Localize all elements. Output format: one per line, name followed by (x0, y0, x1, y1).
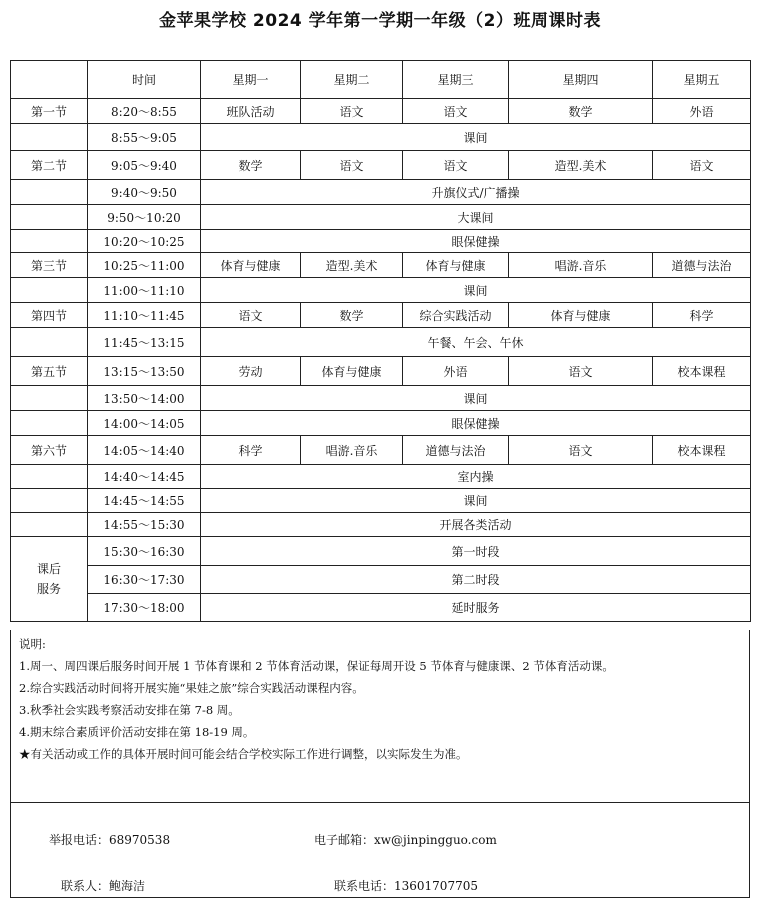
activity-cell: 眼保健操 (201, 411, 751, 436)
time-cell: 13:50～14:00 (88, 386, 201, 411)
header-day: 星期四 (509, 61, 653, 99)
time-cell: 9:50～10:20 (88, 205, 201, 230)
period-cell: 第六节 (11, 436, 88, 465)
class-cell: 唱游.音乐 (301, 436, 403, 465)
activity-cell: 第二时段 (201, 566, 751, 594)
table-row (11, 386, 751, 411)
table-row (11, 465, 751, 489)
time-cell: 14:05～14:40 (88, 436, 201, 465)
activity-cell: 延时服务 (201, 594, 751, 622)
note-line: ★有关活动或工作的具体开展时间可能会结合学校实际工作进行调整，以实际发生为准。 (19, 747, 468, 761)
header-corner (11, 61, 88, 99)
header-day: 星期三 (403, 61, 509, 99)
table-row (11, 180, 751, 205)
time-cell: 16:30～17:30 (88, 566, 201, 594)
class-cell: 语文 (403, 99, 509, 124)
note-line: 1.周一、周四课后服务时间开展 1 节体育课和 2 节体育活动课，保证每周开设 5 节体育与健康课、2 节体育活动课。 (19, 659, 614, 673)
class-cell: 体育与健康 (509, 303, 653, 328)
report-phone: 举报电话：68970538 (49, 833, 171, 847)
header-day: 星期五 (653, 61, 751, 99)
time-cell: 8:55～9:05 (88, 124, 201, 151)
table-row (11, 513, 751, 537)
timetable (10, 60, 751, 622)
time-cell: 11:10～11:45 (88, 303, 201, 328)
header-day: 星期一 (201, 61, 301, 99)
period-cell (11, 180, 88, 205)
class-cell: 语文 (653, 151, 751, 180)
class-cell: 语文 (301, 151, 403, 180)
contact-phone: 联系电话：13601707705 (334, 879, 478, 893)
class-cell: 唱游.音乐 (509, 253, 653, 278)
table-row (11, 436, 751, 465)
email: 电子邮箱：xw@jinpingguo.com (314, 833, 497, 847)
after-school-label-line2: 服务 (36, 582, 61, 596)
period-cell (11, 230, 88, 253)
class-cell: 体育与健康 (403, 253, 509, 278)
table-row (11, 328, 751, 357)
class-cell: 班队活动 (201, 99, 301, 124)
note-line: 4.期末综合素质评价活动安排在第 18-19 周。 (19, 725, 255, 739)
page-title: 金苹果学校 2024 学年第一学期一年级（2）班周课时表 (159, 11, 601, 31)
time-cell: 13:15～13:50 (88, 357, 201, 386)
class-cell: 造型.美术 (301, 253, 403, 278)
activity-cell: 午餐、午会、午休 (201, 328, 751, 357)
class-cell: 体育与健康 (201, 253, 301, 278)
table-row (11, 357, 751, 386)
period-cell (11, 513, 88, 537)
table-row (11, 230, 751, 253)
class-cell: 道德与法治 (403, 436, 509, 465)
period-cell (11, 411, 88, 436)
period-cell (11, 465, 88, 489)
class-cell: 外语 (403, 357, 509, 386)
class-cell: 科学 (201, 436, 301, 465)
period-cell: 第三节 (11, 253, 88, 278)
period-cell: 第五节 (11, 357, 88, 386)
note-line: 2.综合实践活动时间将开展实施“果娃之旅”综合实践活动课程内容。 (19, 681, 364, 695)
time-cell: 11:00～11:10 (88, 278, 201, 303)
header-day: 星期二 (301, 61, 403, 99)
period-cell: 第四节 (11, 303, 88, 328)
time-cell: 10:20～10:25 (88, 230, 201, 253)
period-cell (11, 328, 88, 357)
class-cell: 校本课程 (653, 436, 751, 465)
class-cell: 数学 (509, 99, 653, 124)
contact-footer (10, 802, 750, 898)
activity-cell: 第一时段 (201, 537, 751, 566)
table-row (11, 99, 751, 124)
class-cell: 道德与法治 (653, 253, 751, 278)
class-cell: 造型.美术 (509, 151, 653, 180)
contact-person: 联系人：鲍海洁 (61, 879, 146, 893)
time-cell: 14:45～14:55 (88, 489, 201, 513)
period-cell: 第一节 (11, 99, 88, 124)
period-cell (11, 489, 88, 513)
after-school-label (11, 537, 88, 622)
table-row (11, 566, 751, 594)
table-row (11, 124, 751, 151)
after-school-label-line1: 课后 (36, 562, 61, 576)
activity-cell: 课间 (201, 386, 751, 411)
period-cell (11, 205, 88, 230)
notes-section (10, 630, 750, 803)
activity-cell: 开展各类活动 (201, 513, 751, 537)
activity-cell: 升旗仪式/广播操 (201, 180, 751, 205)
activity-cell: 眼保健操 (201, 230, 751, 253)
class-cell: 语文 (509, 357, 653, 386)
time-cell: 9:40～9:50 (88, 180, 201, 205)
class-cell: 语文 (509, 436, 653, 465)
class-cell: 数学 (301, 303, 403, 328)
time-cell: 8:20～8:55 (88, 99, 201, 124)
period-cell (11, 386, 88, 411)
time-cell: 9:05～9:40 (88, 151, 201, 180)
activity-cell: 大课间 (201, 205, 751, 230)
header-row (11, 61, 751, 99)
class-cell: 数学 (201, 151, 301, 180)
class-cell: 综合实践活动 (403, 303, 509, 328)
class-cell: 校本课程 (653, 357, 751, 386)
activity-cell: 课间 (201, 124, 751, 151)
note-line: 3.秋季社会实践考察活动安排在第 7-8 周。 (19, 703, 240, 717)
table-row (11, 537, 751, 566)
time-cell: 14:00～14:05 (88, 411, 201, 436)
table-row (11, 411, 751, 436)
time-cell: 15:30～16:30 (88, 537, 201, 566)
activity-cell: 室内操 (201, 465, 751, 489)
class-cell: 体育与健康 (301, 357, 403, 386)
class-cell: 劳动 (201, 357, 301, 386)
period-cell (11, 124, 88, 151)
activity-cell: 课间 (201, 278, 751, 303)
class-cell: 科学 (653, 303, 751, 328)
class-cell: 外语 (653, 99, 751, 124)
time-cell: 10:25～11:00 (88, 253, 201, 278)
time-cell: 17:30～18:00 (88, 594, 201, 622)
table-row (11, 278, 751, 303)
class-cell: 语文 (201, 303, 301, 328)
table-row (11, 205, 751, 230)
table-row (11, 151, 751, 180)
class-cell: 语文 (301, 99, 403, 124)
table-row (11, 489, 751, 513)
notes-heading: 说明: (19, 637, 46, 651)
class-cell: 语文 (403, 151, 509, 180)
time-cell: 14:55～15:30 (88, 513, 201, 537)
header-time: 时间 (88, 61, 201, 99)
time-cell: 11:45～13:15 (88, 328, 201, 357)
table-row (11, 594, 751, 622)
activity-cell: 课间 (201, 489, 751, 513)
table-row (11, 303, 751, 328)
period-cell: 第二节 (11, 151, 88, 180)
period-cell (11, 278, 88, 303)
time-cell: 14:40～14:45 (88, 465, 201, 489)
table-row (11, 253, 751, 278)
